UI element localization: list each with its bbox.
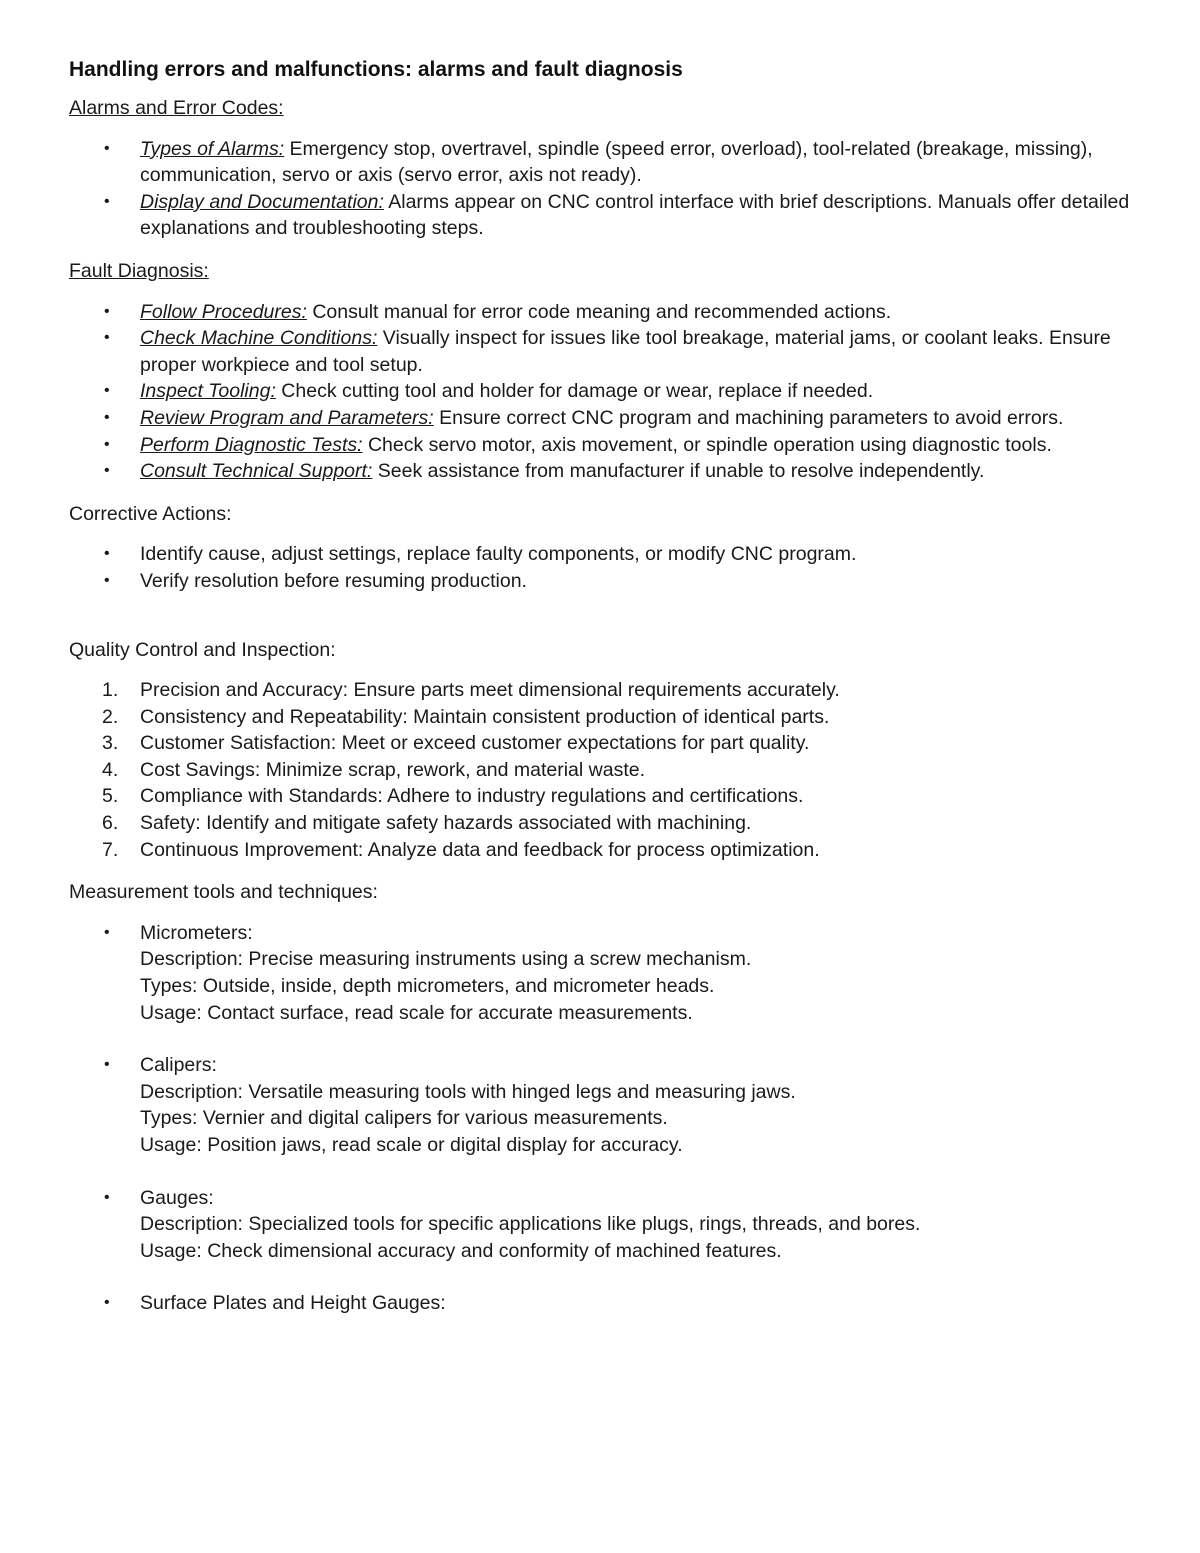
measurement-list [69,920,1159,1317]
list-item [104,1290,1159,1317]
corrective-list [69,541,1159,594]
item-text: Continuous Improvement: Analyze data and feedback for process optimization. [140,838,820,861]
bullet-icon: • [104,435,110,453]
bullet-icon: • [104,302,110,320]
bullet-icon: • [104,192,110,210]
tool-name: Gauges: [140,1186,214,1209]
list-item [104,432,1159,459]
item-number: 1. [102,679,119,702]
bullet-icon: • [104,462,110,480]
quality-list [69,677,1159,863]
item-number: 4. [102,758,119,781]
item-term: Display and Documentation: [140,190,384,213]
list-item [104,189,1159,242]
list-item [104,458,1159,485]
tool-line: Usage: Check dimensional accuracy and conformity of machined features. [140,1239,782,1262]
item-text: Safety: Identify and mitigate safety hazards associated with machining. [140,812,752,835]
list-item [104,1052,1159,1158]
item-text: Consistency and Repeatability: Maintain consistent production of identical parts. [140,705,830,728]
item-text: Check cutting tool and holder for damage or wear, replace if needed. [275,380,874,403]
document-page [69,55,1159,1333]
fault-list [69,299,1159,485]
item-text: Seek assistance from manufacturer if unable to resolve independently. [372,460,985,483]
list-item [102,783,1159,810]
tool-line: Description: Versatile measuring tools with hinged legs and measuring jaws. [140,1080,796,1103]
list-item [104,405,1159,432]
list-item [102,757,1159,784]
item-text: Ensure correct CNC program and machining parameters to avoid errors. [433,406,1064,429]
bullet-icon: • [104,545,110,563]
item-term: Review Program and Parameters: [140,406,434,429]
item-text: Alarms appear on CNC control interface with brief descriptions. Manuals offer detailed explanations and troubleshooting steps. [140,190,1130,240]
item-text: Cost Savings: Minimize scrap, rework, and material waste. [140,758,646,781]
document-title: Handling errors and malfunctions: alarms and fault diagnosis [69,58,683,81]
list-item [104,541,1159,568]
list-item [102,677,1159,704]
tool-line: Types: Outside, inside, depth micrometers, and micrometer heads. [140,975,715,998]
tool-name: Surface Plates and Height Gauges: [140,1292,446,1315]
tool-line: Description: Specialized tools for specific applications like plugs, rings, threads, and bores. [140,1213,921,1236]
measurement-heading: Measurement tools and techniques: [69,881,378,904]
item-term: Follow Procedures: [140,300,307,323]
item-text: Compliance with Standards: Adhere to industry regulations and certifications. [140,785,804,808]
bullet-icon: • [104,329,110,347]
fault-heading: Fault Diagnosis: [69,259,209,282]
item-text: Verify resolution before resuming production. [140,569,527,592]
item-term: Consult Technical Support: [140,460,373,483]
list-item [102,810,1159,837]
bullet-icon: • [104,1056,110,1074]
quality-heading: Quality Control and Inspection: [69,638,336,661]
item-term: Types of Alarms: [140,137,285,160]
item-text: Customer Satisfaction: Meet or exceed customer expectations for part quality. [140,732,810,755]
item-number: 3. [102,732,119,755]
list-item [104,325,1159,378]
tool-line: Usage: Contact surface, read scale for accurate measurements. [140,1001,693,1024]
item-term: Inspect Tooling: [140,380,276,403]
item-text: Visually inspect for issues like tool breakage, material jams, or coolant leaks. Ensure proper workpiece and tool setup. [140,327,1111,376]
corrective-heading: Corrective Actions: [69,502,232,525]
item-text: Check servo motor, axis movement, or spindle operation using diagnostic tools. [362,433,1052,456]
item-text: Consult manual for error code meaning and recommended actions. [306,300,892,323]
item-number: 2. [102,705,119,728]
list-item [104,1185,1159,1265]
item-text: Emergency stop, overtravel, spindle (speed error, overload), tool-related (breakage, missing), communication, servo or axis (servo error, axis not ready). [140,137,1093,187]
item-term: Check Machine Conditions: [140,327,378,350]
list-item [104,299,1159,326]
list-item [104,920,1159,1026]
list-item [104,136,1159,189]
list-item [102,837,1159,864]
item-text: Precision and Accuracy: Ensure parts meet dimensional requirements accurately. [140,679,840,702]
alarms-list [69,136,1159,242]
item-number: 6. [102,812,119,835]
spacer [69,611,1159,637]
list-item [102,704,1159,731]
list-item [104,378,1159,405]
bullet-icon: • [104,571,110,589]
list-item [104,568,1159,595]
item-term: Perform Diagnostic Tests: [140,433,363,456]
tool-name: Micrometers: [140,921,253,944]
alarms-heading: Alarms and Error Codes: [69,97,284,119]
tool-line: Description: Precise measuring instruments using a screw mechanism. [140,948,752,971]
bullet-icon: • [104,923,110,941]
tool-name: Calipers: [140,1054,217,1077]
bullet-icon: • [104,1294,110,1312]
item-text: Identify cause, adjust settings, replace faulty components, or modify CNC program. [140,543,857,566]
item-number: 5. [102,785,119,808]
item-number: 7. [102,838,119,861]
bullet-icon: • [104,408,110,426]
bullet-icon: • [104,1188,110,1206]
bullet-icon: • [104,382,110,400]
tool-line: Types: Vernier and digital calipers for various measurements. [140,1107,668,1130]
bullet-icon: • [104,139,110,157]
list-item [102,730,1159,757]
tool-line: Usage: Position jaws, read scale or digital display for accuracy. [140,1134,683,1156]
